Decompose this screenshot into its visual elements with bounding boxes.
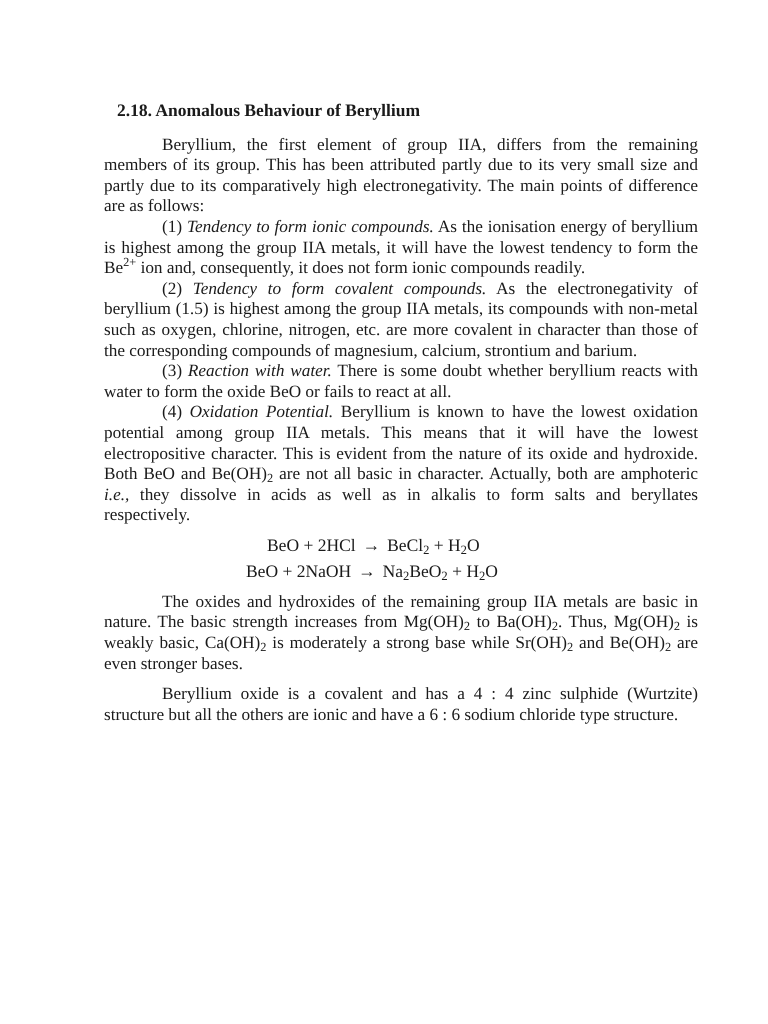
equation-2-rhs-b: BeO [409,560,442,581]
point-4-text-c: they dissolve in acids as well as in alkalis to form salts and beryllates respectively. [104,484,698,525]
point-3-title: Reaction with water. [187,361,332,381]
point-4-text-b: are not all basic in character. Actually, both are amphoteric [279,464,699,484]
equation-1-arrow: → [362,534,381,555]
point-4-text-a: Beryllium is known to have the lowest oxidation potential among group IIA metals. This means that it will have the lowest electropositive character. This is evident from the nature of its oxide and hydroxide. Both BeO and Be(OH) [104,402,699,484]
point-4-number: (4) [162,402,183,422]
point-2-number: (2) [162,278,183,298]
point-2-paragraph [104,279,698,361]
oxides-text-1: The oxides and hydroxides of the remaining group IIA metals are basic in nature. The basic strength increases from Mg(OH) [104,591,698,632]
equation-2-rhs-b-sub: 2 [441,569,448,584]
point-2-text: As the electronegativity of beryllium (1.5) is highest among the group IIA metals, its compounds with non-metal such as oxygen, chlorine, nitrogen, etc. are more covalent in character than those of the corresponding compounds of magnesium, calcium, strontium and barium. [104,278,699,360]
point-1-text-b: ion and, consequently, it does not form ionic compounds readily. [140,258,586,278]
equation-1-rhs-a-sub: 2 [423,543,430,558]
equations-block [104,532,698,584]
equation-2-arrow: → [358,560,376,581]
point-3-paragraph [104,361,698,402]
equation-1 [104,532,698,558]
oxides-text-7: are even stronger bases. [104,633,703,673]
equation-2-rhs-a: Na [382,560,404,581]
page-content [104,100,703,725]
point-4-title: Oxidation Potential. [189,402,334,422]
equation-1-rhs-a: BeCl [387,534,424,555]
point-1-text-a: As the ionisation energy of beryllium is highest among the group IIA metals, it will have the lowest tendency to form the Be [104,216,698,278]
equation-2-rhs-a-sub: 2 [403,569,410,584]
equation-2 [104,558,698,584]
oxides-text-2: to Ba(OH) [470,612,552,632]
oxides-sub-5: 2 [566,640,574,655]
equation-1-rhs-b-sub: 2 [460,543,467,558]
point-4-paragraph [104,402,698,526]
oxides-sub-2: 2 [551,619,559,634]
intro-paragraph: Beryllium, the first element of group IIA, differs from the remaining members of its group. This has been attributed partly due to its very small size and partly due to its comparatively high electronegativity. The main points of difference are as follows: [104,134,698,216]
equation-1-lhs: BeO + 2HCl [267,534,356,555]
equation-1-rhs-b: + H [429,534,461,555]
oxides-sub-1: 2 [463,619,471,634]
oxides-text-6: and Be(OH) [573,633,665,653]
oxides-sub-4: 2 [260,640,267,655]
oxides-sub-3: 2 [673,619,681,634]
point-3-text: There is some doubt whether beryllium reacts with water to form the oxide BeO or fails to react at all. [104,361,698,401]
point-4-ie: i.e., [104,484,130,504]
point-1-title: Tendency to form ionic compounds. [186,216,434,236]
section-heading: 2.18. Anomalous Behaviour of Beryllium [117,100,421,120]
point-1-paragraph [104,217,698,279]
equation-2-rhs-d: O [485,560,498,581]
oxides-text-4: is weakly basic, Ca(OH) [104,612,703,653]
oxides-sub-6: 2 [665,640,672,655]
point-2-title: Tendency to form covalent compounds. [192,278,487,298]
point-3-number: (3) [162,361,183,381]
equation-2-rhs-c: + H [447,560,479,581]
point-1-charge: 2+ [123,255,137,270]
point-1-number: (1) [162,216,183,236]
oxides-text-5: is moderately a strong base while Sr(OH) [266,633,567,653]
oxides-paragraph [104,591,703,674]
equation-2-rhs-c-sub: 2 [478,569,486,584]
point-4-sub: 2 [266,471,274,486]
oxides-text-3: . Thus, Mg(OH) [558,612,674,632]
closing-paragraph: Beryllium oxide is a covalent and has a 4 : 4 zinc sulphide (Wurtzite) structure but all the others are ionic and have a 6 : 6 sodium chloride type structure. [104,684,698,724]
equation-2-lhs: BeO + 2NaOH [246,560,352,581]
equation-1-rhs-c: O [466,534,480,555]
